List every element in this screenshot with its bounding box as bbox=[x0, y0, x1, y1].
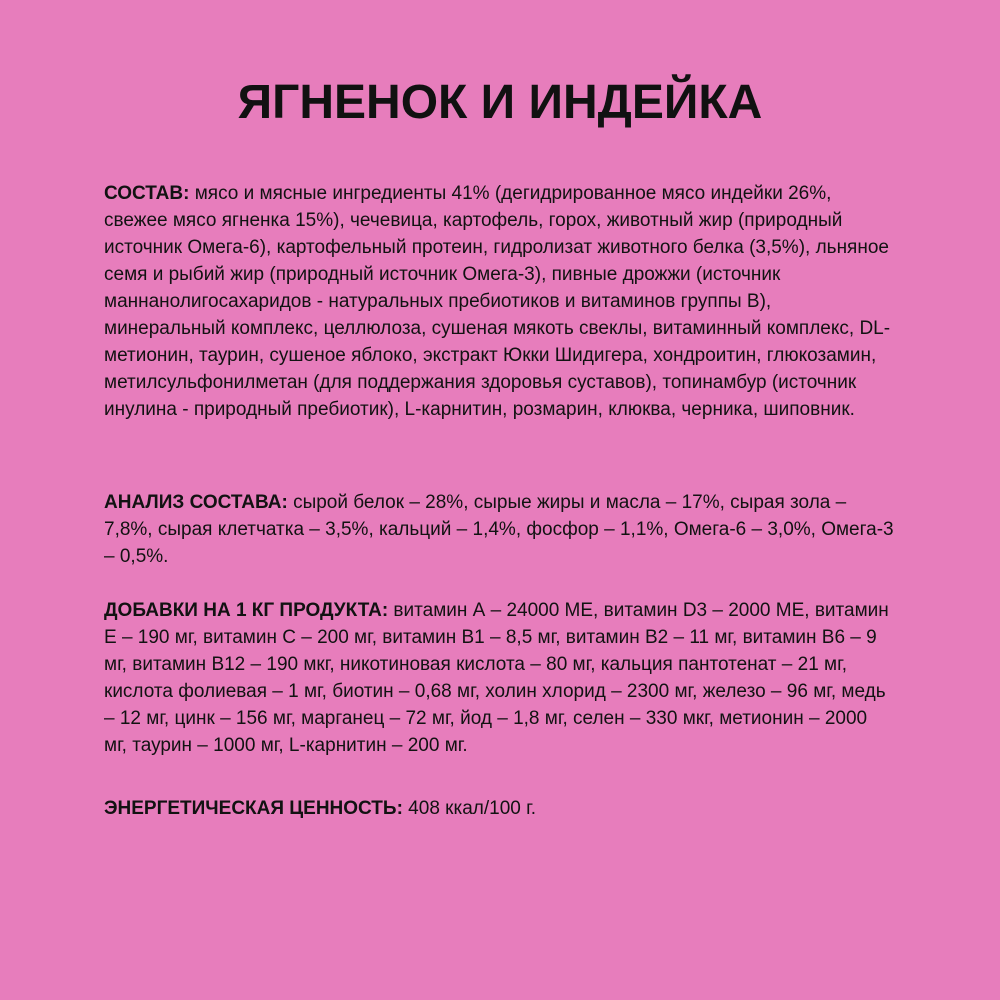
additives-text: витамин А – 24000 МЕ, витамин D3 – 2000 МЕ, витамин Е – 190 мг, витамин С – 200 мг, витамин В1 – 8,5 мг, витамин В2 – 11 мг, витамин В6 – 9 мг, витамин В12 – 190 мкг, никотиновая кислота – 80 мг, кальция пантотенат – 21 мг, кислота фолиевая – 1 мг, биотин – 0,68 мг, холин хлорид – 2300 мг, железо – 96 мг, медь – 12 мг, цинк – 156 мг, марганец – 72 мг, йод – 1,8 мг, селен – 330 мкг, метионин – 2000 мг, таурин – 1000 мг, L-карнитин – 200 мг. bbox=[104, 600, 889, 756]
additives-section bbox=[104, 597, 894, 759]
analysis-text: сырой белок – 28%, сырые жиры и масла – 17%, сырая зола – 7,8%, сырая клетчатка – 3,5%, кальций – 1,4%, фосфор – 1,1%, Омега-6 – 3,0%, Омега-3 – 0,5%. bbox=[104, 492, 894, 567]
product-title: ЯГНЕНОК И ИНДЕЙКА bbox=[237, 76, 763, 129]
analysis-section bbox=[104, 489, 894, 570]
composition-text: мясо и мясные ингредиенты 41% (дегидрированное мясо индейки 26%, свежее мясо ягненка 15%), чечевица, картофель, горох, животный жир (природный источник Омега-6), картофельный протеин, гидролизат животного белка (3,5%), льняное семя и рыбий жир (природный источник Омега-3), пивные дрожжи (источник маннанолигосахаридов - натуральных пребиотиков и витаминов группы В), минеральный комплекс, целлюлоза, сушеная мякоть свеклы, витаминный комплекс, DL-метионин, таурин, сушеное яблоко, экстракт Юкки Шидигера, хондроитин, глюкозамин, метилсульфонилметан (для поддержания здоровья суставов), топинамбур (источник инулина - природный пребиотик), L-карнитин, розмарин, клюква, черника, шиповник. bbox=[104, 183, 891, 420]
additives-label: ДОБАВКИ НА 1 КГ ПРОДУКТА: bbox=[104, 600, 389, 621]
composition-label: СОСТАВ: bbox=[104, 183, 190, 204]
composition-section bbox=[104, 180, 894, 423]
energy-text: 408 ккал/100 г. bbox=[402, 798, 537, 819]
energy-section bbox=[104, 795, 894, 822]
analysis-label: АНАЛИЗ СОСТАВА: bbox=[104, 492, 288, 513]
energy-label: ЭНЕРГЕТИЧЕСКАЯ ЦЕННОСТЬ: bbox=[104, 798, 403, 819]
